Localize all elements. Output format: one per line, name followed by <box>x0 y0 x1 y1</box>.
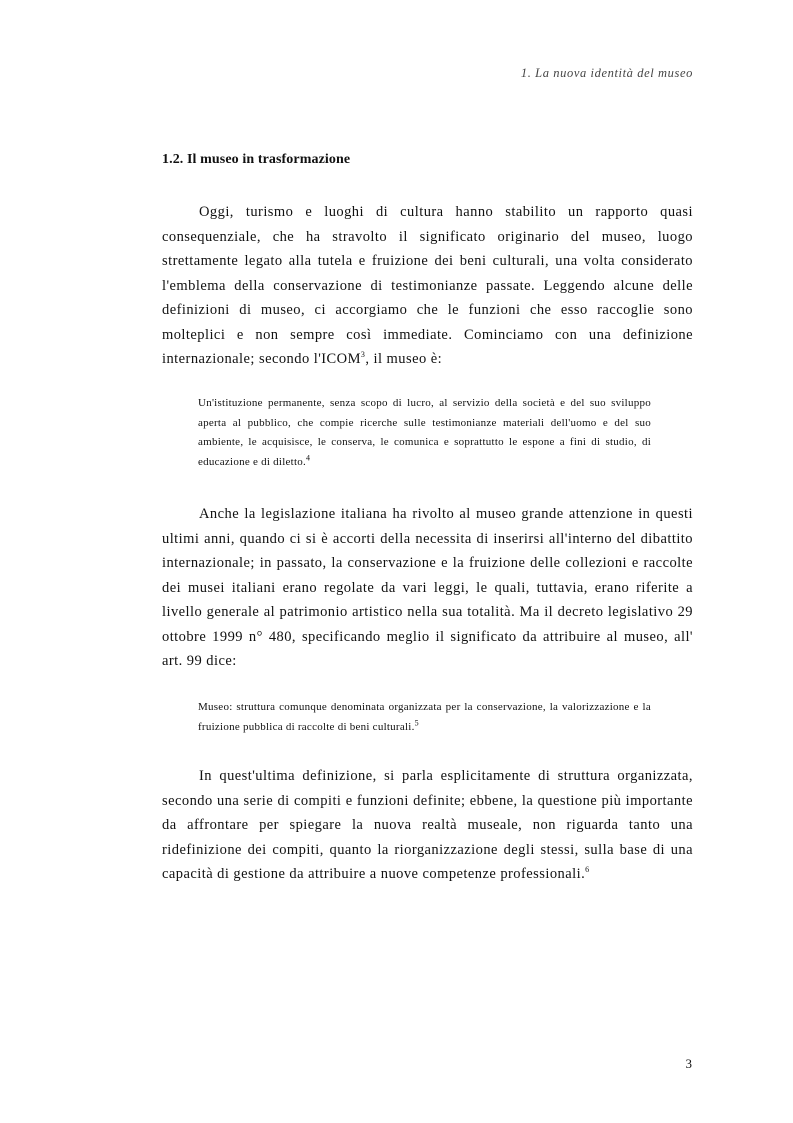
block-quote-icom <box>198 394 651 472</box>
paragraph-1-text: Oggi, turismo e luoghi di cultura hanno stabilito un rapporto quasi consequenziale, che ha stravolto il significato originario del museo, luogo strettamente legato alla tutela e fruizione dei beni culturali, una volta considerato l'emblema della conservazione di testimonianze passate. Leggendo alcune delle definizioni di museo, ci accorgiamo che le funzioni che esso raccoglie sono molteplici e non sempre così immediate. Cominciamo con una definizione internazionale; secondo l'ICOM <box>162 204 693 367</box>
running-header: 1. La nuova identità del museo <box>520 66 693 80</box>
footnote-ref-5[interactable]: 5 <box>414 717 419 727</box>
block-quote-decree <box>198 698 651 737</box>
paragraph-3-text: In quest'ultima definizione, si parla esplicitamente di struttura organizzata, secondo una serie di compiti e funzioni definite; ebbene, la questione più importante da affrontare per spiegare la nuova realtà museale, non riguarda tanto una ridefinizione dei compiti, quanto la riorganizzazione degli stessi, sulla base di una capacità di gestione da attribuire a nuove competenze professionali. <box>162 768 693 882</box>
page-number: 3 <box>685 1056 692 1071</box>
paragraph-2 <box>162 502 693 674</box>
section-title: 1.2. Il museo in trasformazione <box>162 152 351 167</box>
block-quote-icom-text: Un'istituzione permanente, senza scopo di lucro, al servizio della società e del suo sviluppo aperta al pubblico, che compie ricerche sulle testimonianze materiali dell'uomo e del suo ambiente, le acquisisce, le conserva, le comunica e soprattutto le espone a fini di studio, di educazione e di diletto. <box>198 397 651 468</box>
paragraph-3 <box>162 764 693 887</box>
footnote-ref-3[interactable]: 3 <box>360 350 366 360</box>
paragraph-1 <box>162 200 693 372</box>
footnote-ref-6[interactable]: 6 <box>585 865 590 875</box>
footnote-ref-4[interactable]: 4 <box>306 452 311 462</box>
paragraph-2-text: Anche la legislazione italiana ha rivolto al museo grande attenzione in questi ultimi anni, quando ci si è accorti della necessita di inserirsi all'interno del dibattito internazionale; in passato, la conservazione e la fruizione delle collezioni e raccolte dei musei italiani erano regolate da vari leggi, le quali, tuttavia, erano riferite a livello generale al patrimonio artistico nella sua totalità. Ma il decreto legislativo 29 ottobre 1999 n° 480, specificando meglio il significato da attribuire al museo, all' art. 99 dice: <box>162 506 693 669</box>
block-quote-decree-text: Museo: struttura comunque denominata organizzata per la conservazione, la valorizzazione e la fruizione pubblica di raccolte di beni culturali. <box>198 701 651 733</box>
paragraph-1-text-end: , il museo è: <box>365 351 443 367</box>
